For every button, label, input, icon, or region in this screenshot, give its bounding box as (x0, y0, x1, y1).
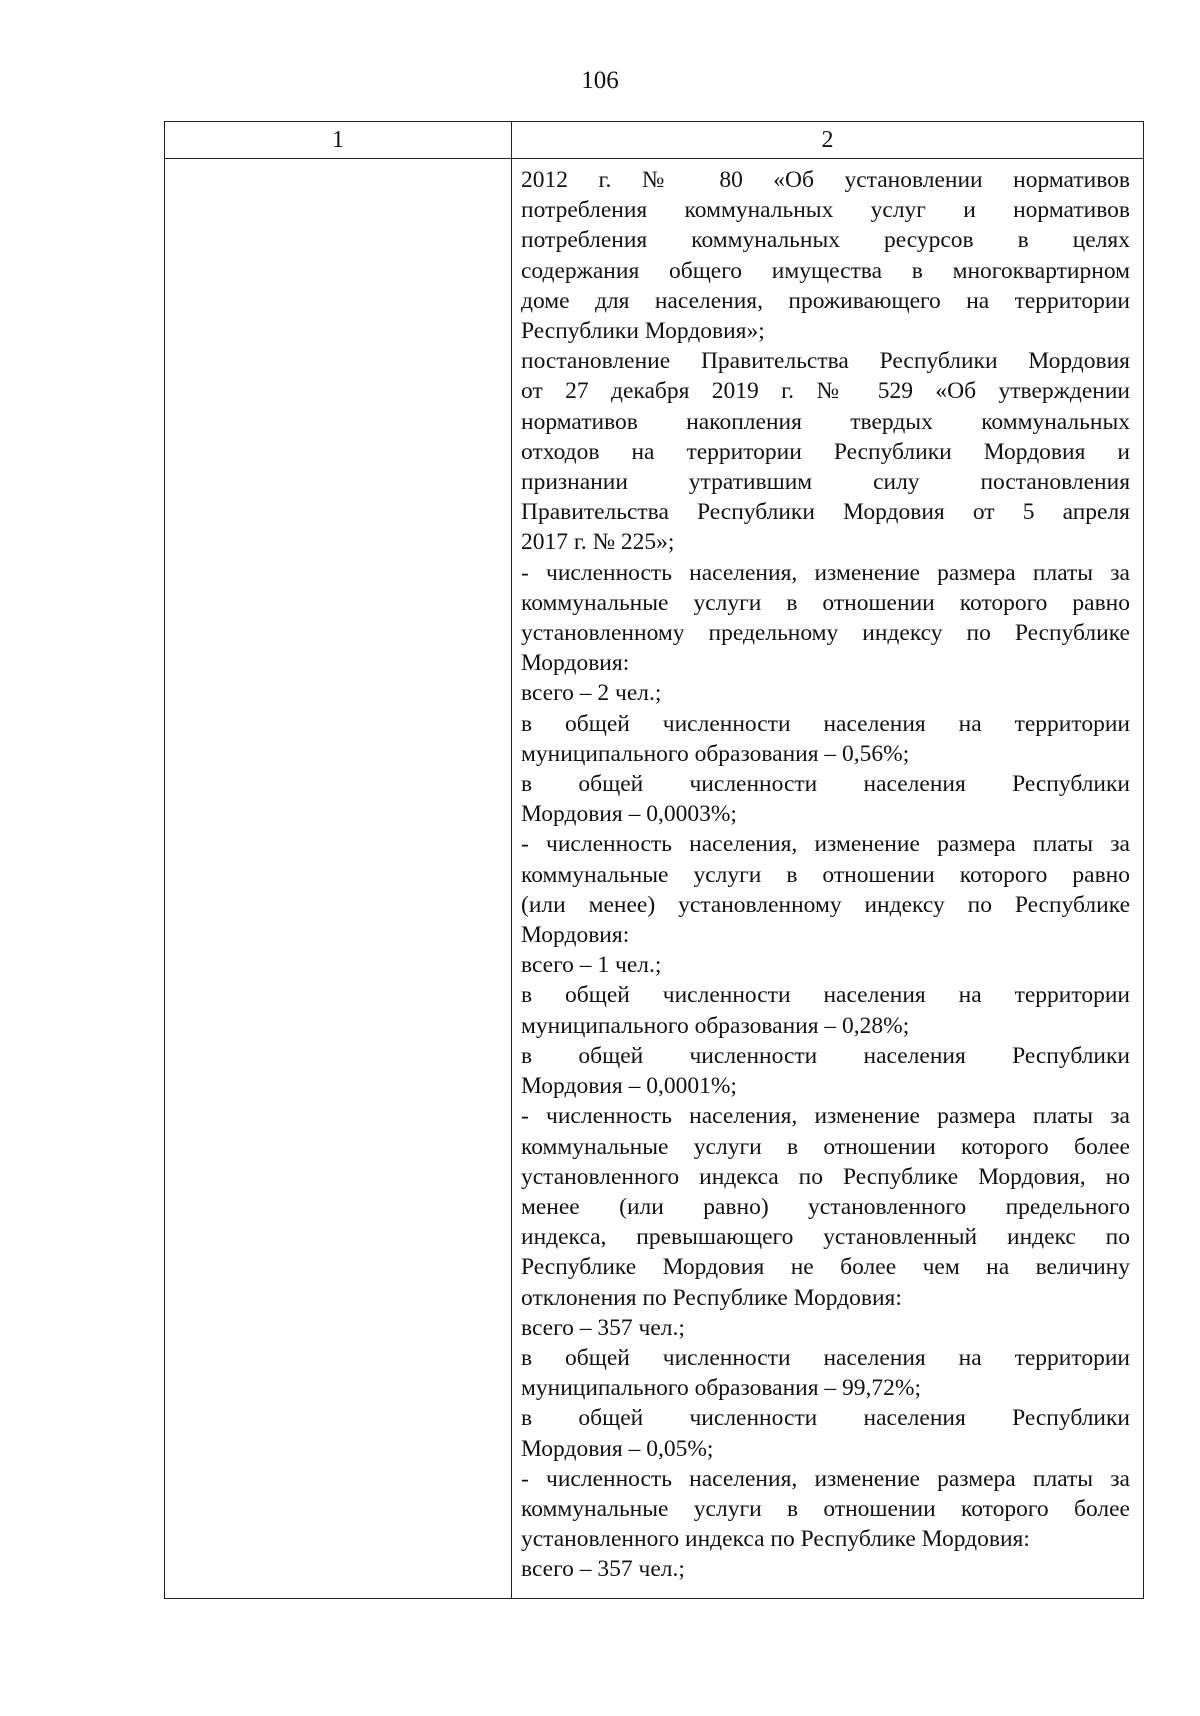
document-table (164, 121, 1144, 1599)
text-line: в общей численности населения на территории (521, 982, 1130, 1009)
page-number: 106 (581, 67, 619, 94)
text-line: всего – 357 чел.; (521, 1314, 685, 1341)
text-line: муниципального образования – 99,72%; (521, 1375, 922, 1402)
text-line: индекса, превышающего установленный индекс по (521, 1224, 1130, 1251)
text-line: - численность населения, изменение размера платы за (521, 1465, 1130, 1492)
text-line: в общей численности населения Республики (521, 1405, 1130, 1432)
right-column-text (521, 165, 1130, 1585)
text-line: установленному предельному индексу по Республике (521, 620, 1130, 647)
table-header-row (165, 122, 1144, 159)
text-line: Республики Мордовия»; (521, 318, 765, 345)
text-line: муниципального образования – 0,56%; (521, 740, 910, 767)
text-line: коммунальные услуги в отношении которого равно (521, 589, 1130, 616)
text-line: потребления коммунальных ресурсов в целях (521, 227, 1130, 254)
column-header-2: 2 (512, 122, 1144, 159)
text-line: - численность населения, изменение размера платы за (521, 559, 1130, 586)
text-line: Мордовия: (521, 650, 630, 677)
table-row (165, 159, 1144, 1599)
text-line: Мордовия – 0,05%; (521, 1435, 714, 1462)
text-line: всего – 1 чел.; (521, 952, 662, 979)
text-line: Мордовия – 0,0001%; (521, 1073, 737, 1100)
text-line: (или менее) установленному индексу по Республике (521, 891, 1130, 918)
text-line: Правительства Республики Мордовия от 5 апреля (521, 499, 1130, 526)
text-line: - численность населения, изменение размера платы за (521, 831, 1130, 858)
column-header-1: 1 (165, 122, 512, 159)
text-line: от 27 декабря 2019 г. № 529 «Об утверждении (521, 378, 1130, 405)
text-line: муниципального образования – 0,28%; (521, 1012, 910, 1039)
text-line: установленного индекса по Республике Мордовия: (521, 1526, 1030, 1553)
text-line: всего – 357 чел.; (521, 1556, 685, 1583)
text-line: коммунальные услуги в отношении которого более (521, 1495, 1130, 1522)
text-line: Мордовия: (521, 922, 630, 949)
text-line: 2017 г. № 225»; (521, 529, 675, 556)
text-line: Республике Мордовия не более чем на величину (521, 1254, 1130, 1281)
text-line: всего – 2 чел.; (521, 680, 662, 707)
text-line: в общей численности населения Республики (521, 771, 1130, 798)
text-line: содержания общего имущества в многоквартирном (521, 257, 1130, 284)
left-column-cell (165, 159, 512, 1599)
text-line: 2012 г. № 80 «Об установлении нормативов (521, 167, 1130, 193)
text-line: доме для населения, проживающего на территории (521, 287, 1130, 314)
text-line: нормативов накопления твердых коммунальных (521, 408, 1130, 435)
text-line: потребления коммунальных услуг и нормативов (521, 197, 1130, 224)
right-column-cell (512, 159, 1144, 1599)
text-line: в общей численности населения на территории (521, 710, 1130, 737)
text-line: Мордовия – 0,0003%; (521, 801, 737, 828)
text-line: менее (или равно) установленного предельного (521, 1193, 1130, 1220)
text-line: признании утратившим силу постановления (521, 469, 1130, 496)
text-line: отходов на территории Республики Мордовия и (521, 438, 1130, 465)
text-line: постановление Правительства Республики Мордовия (521, 348, 1130, 375)
text-line: коммунальные услуги в отношении которого равно (521, 861, 1130, 888)
text-line: отклонения по Республике Мордовия: (521, 1284, 902, 1311)
text-line: коммунальные услуги в отношении которого более (521, 1133, 1130, 1160)
text-line: в общей численности населения Республики (521, 1042, 1130, 1069)
text-line: в общей численности населения на территории (521, 1344, 1130, 1371)
text-line: установленного индекса по Республике Мордовия, но (521, 1163, 1130, 1190)
text-line: - численность населения, изменение размера платы за (521, 1103, 1130, 1130)
